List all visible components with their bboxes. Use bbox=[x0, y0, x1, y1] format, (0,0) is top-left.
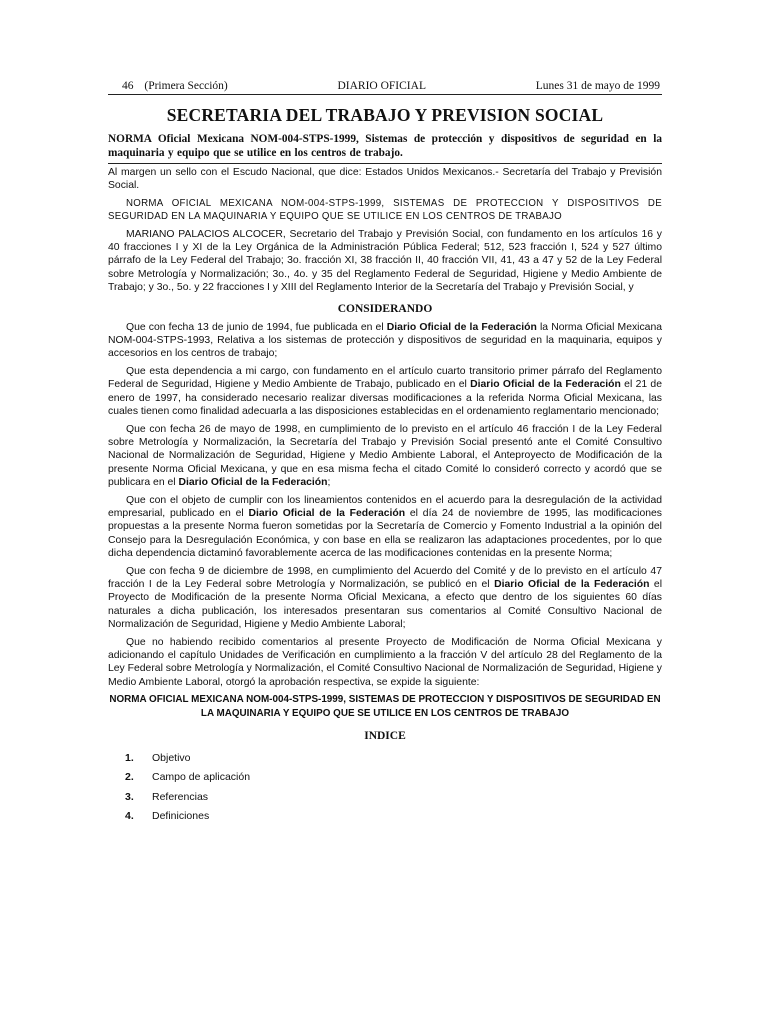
considerando-1-dof: Diario Oficial de la Federación bbox=[386, 321, 537, 333]
considerando-5-text-c: el Proyecto de Modificación de la presente Norma Oficial Mexicana, a efecto que dentro de los siguientes 60 días naturales a dicha publicación, los interesados presentaran sus comentarios al Comité Consultivo Nacional de Normalización de Seguridad, Higiene y Medio Ambiente Laboral; bbox=[108, 578, 662, 631]
index-number: 4. bbox=[125, 810, 134, 823]
considerando-2-text-a: Que esta dependencia a mi cargo, con fundamento en el artículo cuarto transitorio primer párrafo del Reglamento Federal de Seguridad, Higiene y Medio Ambiente de Trabajo, publicado en el bbox=[108, 365, 662, 391]
index-label: Referencias bbox=[152, 790, 209, 803]
considerando-2 bbox=[108, 365, 662, 419]
index-item bbox=[108, 748, 662, 768]
index-label: Campo de aplicación bbox=[152, 771, 251, 784]
index-number: 3. bbox=[125, 790, 134, 803]
considerando-4-dof: Diario Oficial de la Federación bbox=[248, 507, 406, 519]
intro-paragraph: MARIANO PALACIOS ALCOCER, Secretario del Trabajo y Previsión Social, con fundamento en los artículos 16 y 40 fracciones I y XI de la Ley Orgánica de la Administración Pública Federal; 512, 523 fracción I, 524 y 527 último párrafo de la Ley Federal del Trabajo; 3o. fracción XI, 38 fracción II, 40 fracción VII, 41, 43 a 47 y 52 de la Ley Federal sobre Metrología y Normalización; 3o., 4o. y 35 del Reglamento Federal de Seguridad, Higiene y Medio Ambiente de Trabajo; y 3o., 5o. y 22 fracciones I y XIII del Reglamento Interior de la Secretaría del Trabajo y Previsión Social, y bbox=[108, 228, 662, 294]
considerando-3 bbox=[108, 423, 662, 490]
index-list bbox=[108, 748, 662, 826]
index-label: Objetivo bbox=[152, 751, 191, 764]
considerando-4 bbox=[108, 494, 662, 561]
considerando-6: Que no habiendo recibido comentarios al presente Proyecto de Modificación de Norma Oficial Mexicana y adicionando el capítulo Unidades de Verificación en cumplimiento a la fracción V del artículo 28 del Reglamento de la Ley Federal sobre Metrología y Normalización, el Comité Consultivo Nacional de Normalización de Seguridad, Higiene y Medio Ambiente Laboral, otorgó la aprobación respectiva, se expide la siguiente: bbox=[108, 636, 662, 688]
page-header bbox=[108, 80, 662, 95]
considerando-4-text-c: el día 24 de noviembre de 1995, las modificaciones propuestas a la presente Norma fueron sometidas por la Secretaría de Comercio y Fomento Industrial a la opinión del Consejo para la Desregulación Económica, y con base en ella se realizaron las adaptaciones procedentes, por lo que dicha dependencia dictaminó favorablemente acerca de las modificaciones contenidas en la presente Norma; bbox=[108, 507, 662, 560]
considerando-5-dof: Diario Oficial de la Federación bbox=[494, 578, 650, 590]
document-page bbox=[108, 80, 662, 826]
considerando-5-text-a: Que con fecha 9 de diciembre de 1998, en cumplimiento del Acuerdo del Comité y de lo previsto en el artículo 47 fracción I de la Ley Federal sobre Metrología y Normalización, se publicó en el bbox=[108, 565, 662, 590]
considerando-3-text-c: ; bbox=[327, 477, 331, 489]
index-heading: INDICE bbox=[364, 730, 406, 743]
index-label: Definiciones bbox=[152, 810, 210, 823]
norm-caps-paragraph: NORMA OFICIAL MEXICANA NOM-004-STPS-1999, SISTEMAS DE PROTECCION Y DISPOSITIVOS DE SEGURIDAD EN LA MAQUINARIA Y EQUIPO QUE SE UTILICE EN LOS CENTROS DE TRABAJO bbox=[108, 197, 662, 223]
considerando-4-text-a: Que con el objeto de cumplir con los lineamientos contenidos en el acuerdo para la desregulación de la actividad empresarial, publicado en el bbox=[108, 494, 662, 519]
considerando-2-dof: Diario Oficial de la Federación bbox=[470, 379, 621, 391]
index-item bbox=[108, 768, 662, 788]
considerando-2-text-c: el 21 de enero de 1997, ha considerado necesario realizar diversas modificaciones a la referida Norma Oficial Mexicana, las cuales tienen como finalidad adecuarla a las disposiciones establecidas en el ordenamiento reglamentario mencionado; bbox=[108, 379, 662, 418]
norm-bold-title: NORMA OFICIAL MEXICANA NOM-004-STPS-1999, SISTEMAS DE PROTECCION Y DISPOSITIVOS DE SEGURIDAD EN LA MAQUINARIA Y EQUIPO QUE SE UTILICE EN LOS CENTROS DE TRABAJO bbox=[109, 694, 661, 719]
considerando-3-text-a: Que con fecha 26 de mayo de 1998, en cumplimiento de lo previsto en el artículo 46 fracción I de la Ley Federal sobre Metrología y Normalización, la Secretaría del Trabajo y Previsión Social presentó ante el Comité Consultivo Nacional de Normalización de Seguridad, Higiene y Medio Ambiente Laboral, el Anteproyecto de Modificación de la presente Norma Oficial Mexicana, y que en esa misma fecha el citado Comité lo consideró correcto y acordó que se publicara en el bbox=[108, 423, 662, 489]
section-label: (Primera Sección) bbox=[144, 80, 228, 92]
index-item bbox=[108, 787, 662, 807]
norm-title: NORMA Oficial Mexicana NOM-004-STPS-1999, Sistemas de protección y dispositivos de seguridad en la maquinaria y equipo que se utilice en los centros de trabajo. bbox=[108, 133, 662, 164]
publication-date: Lunes 31 de mayo de 1999 bbox=[535, 80, 660, 92]
considerando-3-dof: Diario Oficial de la Federación bbox=[178, 477, 328, 489]
considerando-1-text-a: Que con fecha 13 de junio de 1994, fue publicada en el bbox=[126, 321, 387, 333]
secretariat-title: SECRETARIA DEL TRABAJO Y PREVISION SOCIAL bbox=[166, 105, 604, 125]
considerando-5 bbox=[108, 565, 662, 632]
header-left bbox=[122, 80, 228, 92]
considerando-1 bbox=[108, 321, 662, 361]
seal-paragraph: Al margen un sello con el Escudo Nacional, que dice: Estados Unidos Mexicanos.- Secretaría del Trabajo y Previsión Social. bbox=[108, 167, 662, 192]
publication-name: DIARIO OFICIAL bbox=[337, 80, 426, 92]
page-number: 46 bbox=[122, 80, 134, 92]
considerando-1-text-c: la Norma Oficial Mexicana NOM-004-STPS-1993, Relativa a los sistemas de protección y dispositivos de seguridad en la maquinaria, equipos y accesorios en los centros de trabajo; bbox=[108, 321, 663, 360]
index-item bbox=[108, 807, 662, 827]
index-number: 1. bbox=[125, 751, 134, 764]
considerando-heading: CONSIDERANDO bbox=[337, 302, 433, 315]
index-number: 2. bbox=[125, 771, 134, 784]
